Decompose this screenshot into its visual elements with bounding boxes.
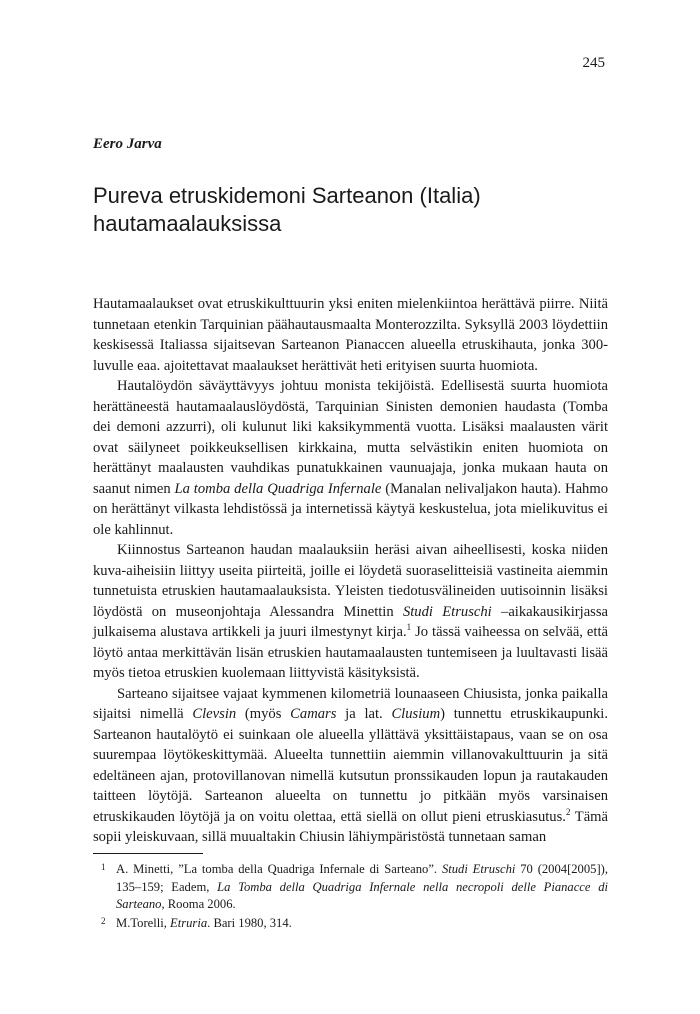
- paragraph-4: Sarteano sijaitsee vajaat kymmenen kilometriä lounaaseen Chiusista, jonka paikalla sijaitsi nimellä Clevsin (myös Camars ja lat. Clusium) tunnettu etruskikaupunki. Sarteanon hautalöytö ei suinkaan ole alueella yllättävä yksittäistapaus, vaan se on osa suurempaa löytökeskittymää. Alueelta tunnettiin aiemmin villanovakulttuurin ja sitä edeltäneen ajan, protovillanovan nimellä kutsutun pronssikauden lopun ja rautakauden taitteen löytöjä. Sarteanon alueelta on tunnettu jo pitkään myös varsinaisen etruskikauden löytöjä ja on voitu olettaa, että siellä on ollut pieni etruskiasutus.$^2$ Tämä sopii yleiskuvaan, sillä muualtakin Chiusin lähiympäristöstä tunnetaan saman: [93, 685, 608, 845]
- footnote-ref-2[interactable]: 2: [565, 806, 571, 817]
- footnote-number: 1: [101, 862, 106, 872]
- paragraph-3: Kiinnostus Sarteanon haudan maalauksiin heräsi aivan aiheellisesti, koska niiden kuva-aiheisiin liittyy useita piirteitä, joille ei löydetä suoraselitteisiä vastineita aiemmin tunnetuista etruskien hautamaalauksista. Yleisten tiedotusvälineiden uutisoinnin lisäksi löydöstä on museonjohtaja Alessandra Minettin Studi Etruschi –aikakausikirjassa julkaisema alustava artikkeli ja juuri ilmestynyt kirja.$^1$ Jo tässä vaiheessa on selvää, että löytö antaa merkittävän lisän etruskien hautamaalausten tuntemiseen ja luultavasti lisää myös tietoa etruskien kuolemaan liittyvistä käsityksistä.: [93, 542, 609, 681]
- place-name-italic: Clevsin: [192, 706, 237, 722]
- tomb-name-italic: La tomba della Quadriga Infernale: [174, 480, 382, 497]
- place-name-italic: Camars: [290, 706, 337, 722]
- paragraph-1: Hautamaalaukset ovat etruskikulttuurin yksi eniten mielenkiintoa herättävä piirre. Niitä tunnetaan etenkin Tarquinian päähautausmaalta Monterozzilta. Syksyllä 2003 löydettiin keskisessä Italiassa sijaitsevan Sarteanon Pianaccen alueella etruskihauta, jonka 300-luvulle eaa. ajoitettavat maalaukset herättivät heti erityisen suurta huomiota.: [93, 296, 608, 374]
- author-name: Eero Jarva: [93, 136, 162, 152]
- footnote-divider: [93, 853, 203, 854]
- footnote-2: 2 M.Torelli, Etruria. Bari 1980, 314.: [93, 915, 608, 933]
- article-title: Pureva etruskidemoni Sarteanon (Italia) hautamaalauksissa: [93, 183, 481, 236]
- footnote-number: 2: [101, 915, 106, 926]
- footnote-ref-1[interactable]: 1: [406, 622, 412, 633]
- footnote-1: 1 A. Minetti, ”La tomba della Quadriga Infernale di Sarteano”. Studi Etruschi 70 (2004[2005]), 135–159; Eadem, La Tomba della Quadriga Infernale nella necropoli delle Pianacce di Sarteano, Rooma 2006.: [93, 861, 608, 914]
- footnotes: [93, 861, 608, 933]
- journal-name-italic: Studi Etruschi: [402, 603, 492, 620]
- article-body: [93, 294, 608, 848]
- place-name-italic: Clusium: [391, 706, 441, 722]
- paragraph-2: Hautalöydön säväyttävyys johtuu monista tekijöistä. Edellisestä suurta huomiota herättäneestä hautamaalauslöydöstä, Tarquinian Sinisten demonien haudasta (Tomba dei demoni azzurri), oli kulunut liki kaksikymmentä vuotta. Lisäksi maalausten värit ovat säilyneet poikkeuksellisen kirkkaina, mutta selvästikin eniten huomiota on herättänyt maalausten vauhdikas punatukkainen vaunuajaja, jonka mukaan hauta on saanut nimen La tomba della Quadriga Infernale (Manalan nelivaljakon hauta). Hahmo on herättänyt vilkasta lehdistössä ja internetissä käytyä keskustelua, jota mielikuvitus ei ole kahlinnut.: [93, 378, 608, 538]
- page-number: 245: [582, 55, 605, 71]
